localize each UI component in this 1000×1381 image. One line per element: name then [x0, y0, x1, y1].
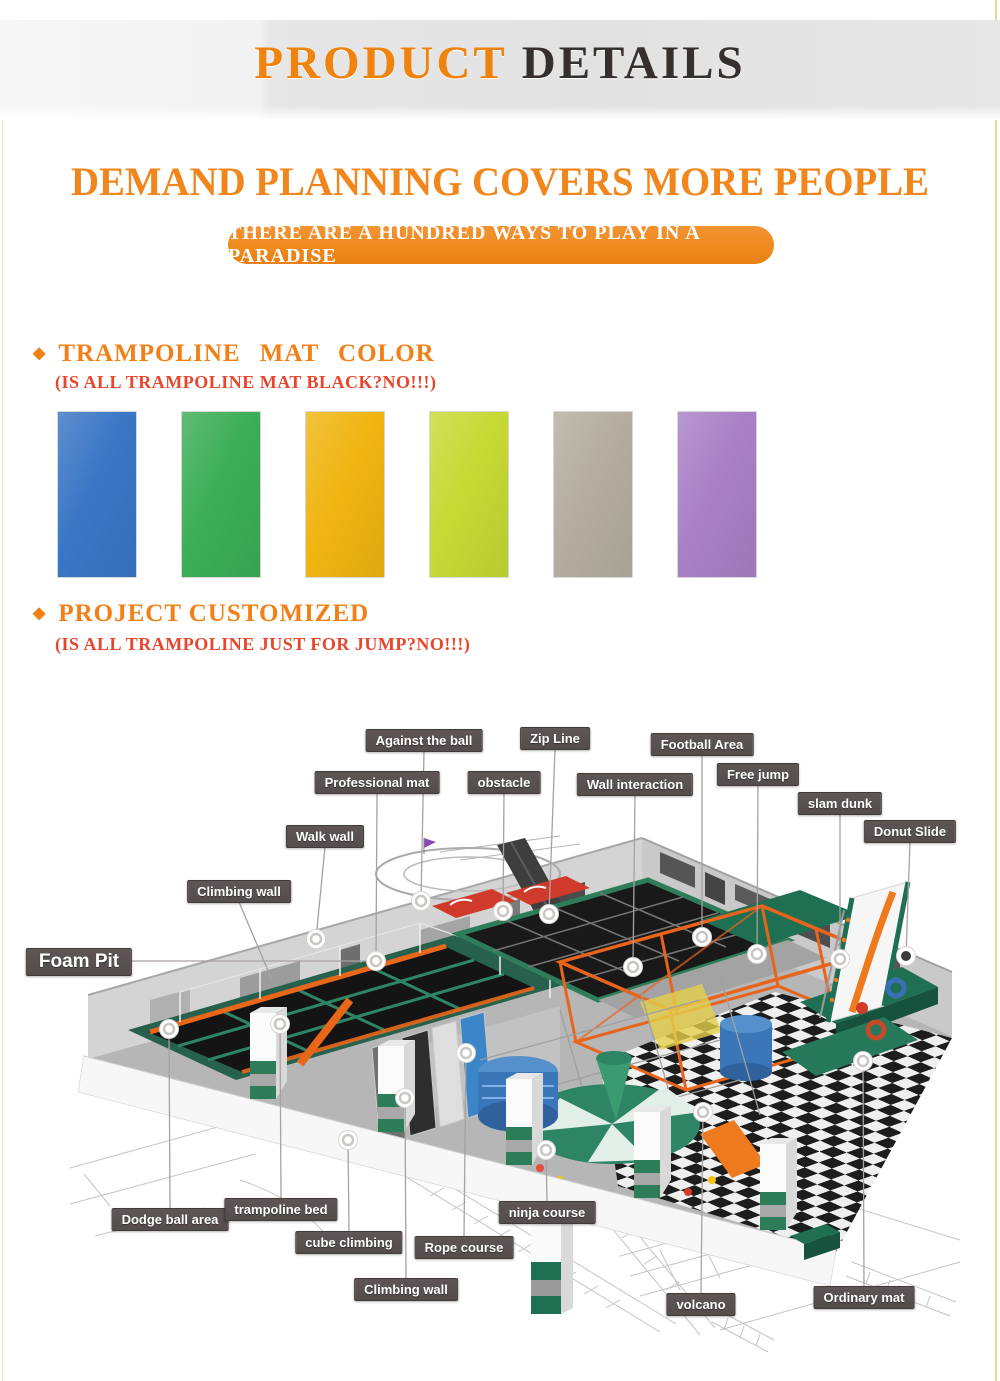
- section-title-customized-text: PROJECT CUSTOMIZED: [58, 600, 370, 627]
- callout-volcano: volcano: [666, 1293, 735, 1316]
- diamond-bullet-icon: ◆: [33, 345, 47, 362]
- callout-climbing-wall-top: Climbing wall: [187, 880, 291, 903]
- callout-obstacle: obstacle: [468, 771, 541, 794]
- mat-color-swatch-golden-yellow: [305, 411, 385, 578]
- callout-wall-interaction: Wall interaction: [577, 773, 693, 796]
- callout-ordinary-mat: Ordinary mat: [814, 1286, 915, 1309]
- section-subtitle-mat-color: (IS ALL TRAMPOLINE MAT BLACK?NO!!!): [55, 372, 437, 392]
- section-title-mat-color-text: TRAMPOLINE MAT COLOR: [58, 340, 435, 367]
- callout-slam-dunk: slam dunk: [798, 792, 882, 815]
- blue-cylinder: [720, 1015, 772, 1081]
- page-title: [0, 36, 1000, 90]
- callout-foam-pit: Foam Pit: [26, 948, 132, 976]
- section-subtitle-customized: (IS ALL TRAMPOLINE JUST FOR JUMP?NO!!!): [55, 634, 471, 654]
- section-title-customized: [33, 600, 369, 628]
- callout-professional-mat: Professional mat: [315, 771, 440, 794]
- callout-dodge-ball-area: Dodge ball area: [112, 1208, 229, 1231]
- mat-color-swatch-blue: [57, 411, 137, 578]
- header-banner: [0, 20, 1000, 119]
- mat-color-swatch-purple: [677, 411, 757, 578]
- tagline-pill: [228, 222, 774, 267]
- callout-donut-slide: Donut Slide: [864, 820, 956, 843]
- mat-color-swatch-warm-gray: [553, 411, 633, 578]
- callout-climbing-wall-bottom: Climbing wall: [354, 1278, 458, 1301]
- section-title-mat-color: [33, 340, 435, 368]
- callout-free-jump: Free jump: [717, 763, 799, 786]
- callout-walk-wall: Walk wall: [286, 825, 364, 848]
- page-title-secondary: DETAILS: [521, 37, 746, 89]
- callout-cube-climbing: cube climbing: [295, 1231, 402, 1254]
- callout-rope-course: Rope course: [415, 1236, 514, 1259]
- page-title-primary: PRODUCT: [254, 37, 508, 89]
- mat-color-swatch-lime-green: [429, 411, 509, 578]
- callout-football-area: Football Area: [651, 733, 754, 756]
- hero-headline: DEMAND PLANNING COVERS MORE PEOPLE: [71, 159, 929, 204]
- tagline-text: THERE ARE A HUNDRED WAYS TO PLAY IN A PARADISE: [228, 222, 700, 267]
- diamond-bullet-icon: ◆: [33, 605, 47, 622]
- callout-zip-line: Zip Line: [520, 727, 590, 750]
- callout-trampoline-bed: trampoline bed: [224, 1198, 337, 1221]
- callout-against-the-ball: Against the ball: [366, 729, 483, 752]
- mat-color-swatch-green: [181, 411, 261, 578]
- callout-ninja-course: ninja course: [499, 1201, 596, 1224]
